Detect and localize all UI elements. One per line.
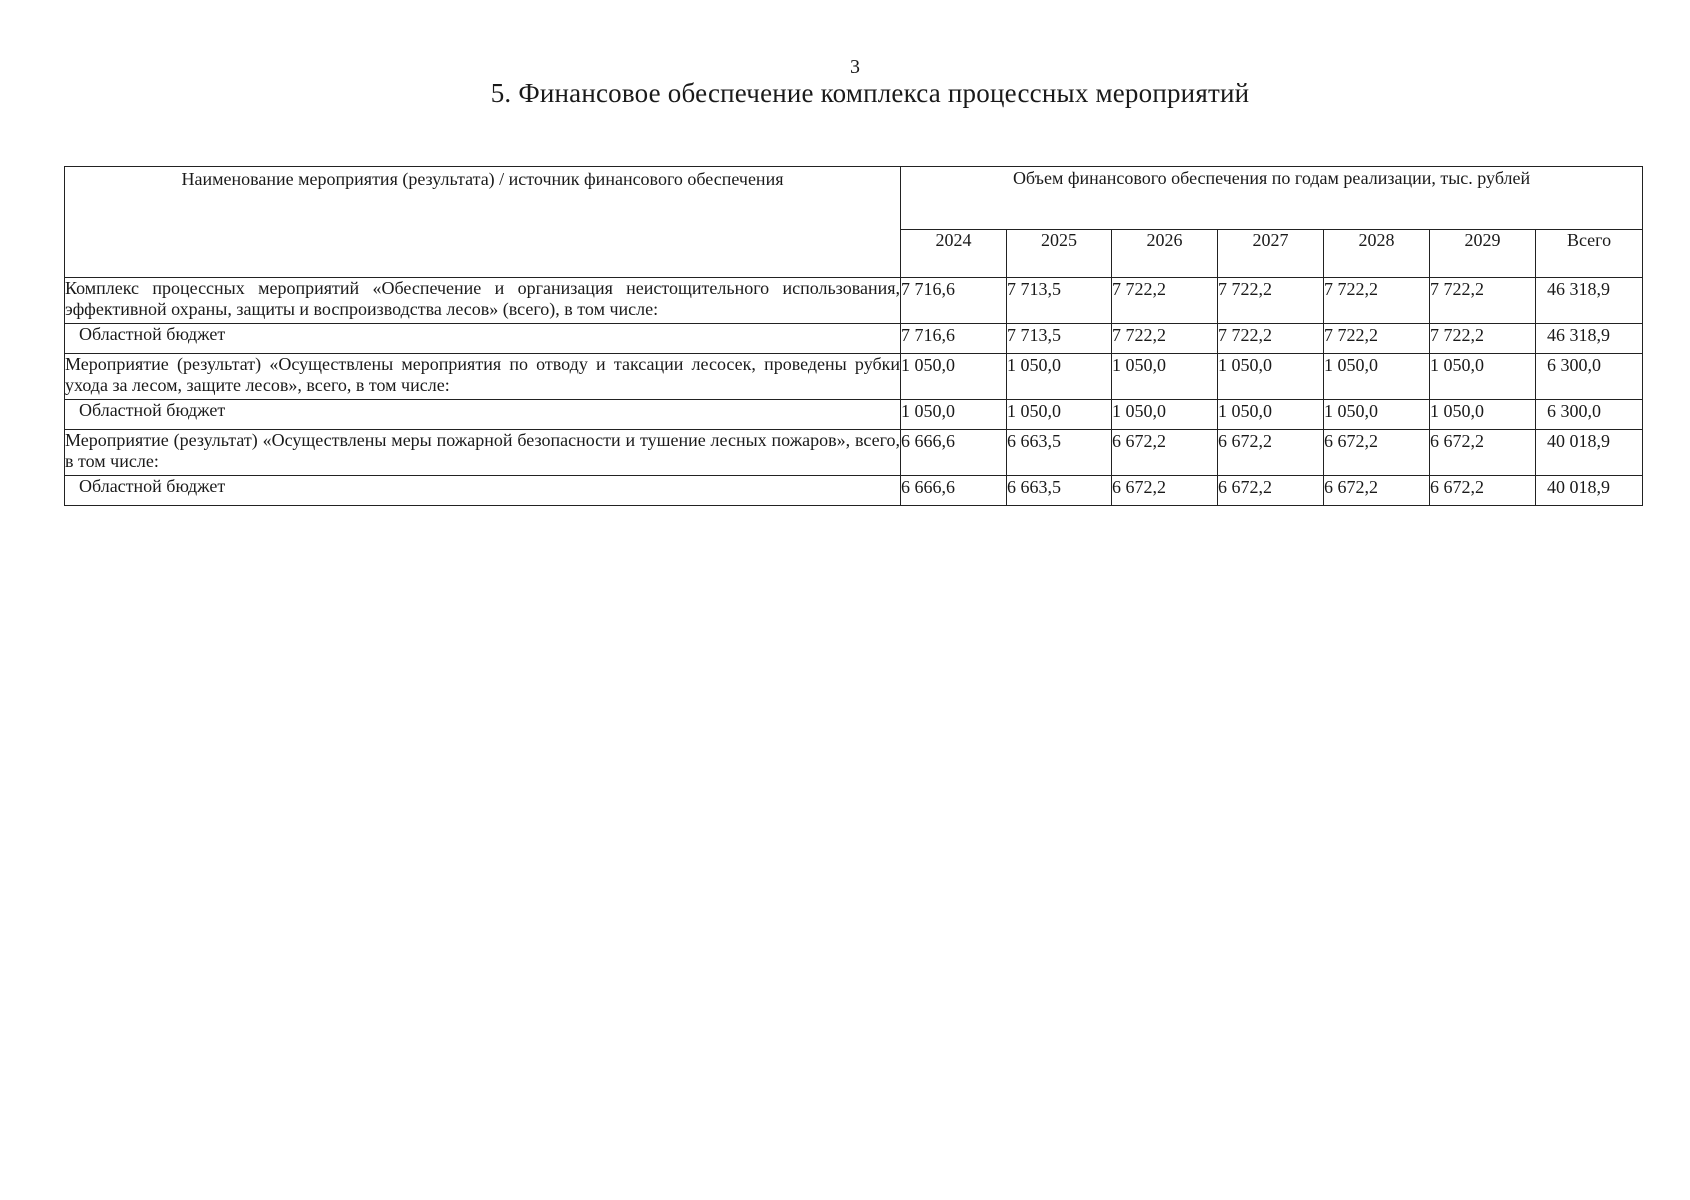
- cell-2025: 1 050,0: [1007, 400, 1112, 430]
- cell-2028: 1 050,0: [1324, 354, 1430, 400]
- cell-2025: 7 713,5: [1007, 324, 1112, 354]
- row-name: Областной бюджет: [65, 400, 901, 430]
- cell-2026: 6 672,2: [1112, 476, 1218, 506]
- cell-total: 40 018,9: [1536, 476, 1643, 506]
- cell-2027: 6 672,2: [1218, 430, 1324, 476]
- cell-total: 46 318,9: [1536, 324, 1643, 354]
- table-row: [65, 400, 1643, 430]
- table-body: [65, 278, 1643, 506]
- table-row: [65, 430, 1643, 476]
- table-row: [65, 324, 1643, 354]
- cell-2027: 7 722,2: [1218, 278, 1324, 324]
- column-header-2028: 2028: [1324, 230, 1430, 278]
- cell-2024: 7 716,6: [901, 278, 1007, 324]
- cell-2024: 1 050,0: [901, 354, 1007, 400]
- cell-total: 40 018,9: [1536, 430, 1643, 476]
- column-header-2026: 2026: [1112, 230, 1218, 278]
- financing-table: [64, 166, 1643, 506]
- cell-2028: 7 722,2: [1324, 324, 1430, 354]
- cell-2028: 1 050,0: [1324, 400, 1430, 430]
- cell-2025: 6 663,5: [1007, 430, 1112, 476]
- table-row: [65, 354, 1643, 400]
- column-header-2025: 2025: [1007, 230, 1112, 278]
- table-header: [65, 167, 1643, 278]
- column-header-2029: 2029: [1430, 230, 1536, 278]
- cell-2027: 7 722,2: [1218, 324, 1324, 354]
- cell-2029: 6 672,2: [1430, 476, 1536, 506]
- column-header-2027: 2027: [1218, 230, 1324, 278]
- cell-2028: 6 672,2: [1324, 476, 1430, 506]
- cell-total: 46 318,9: [1536, 278, 1643, 324]
- cell-2026: 1 050,0: [1112, 354, 1218, 400]
- cell-2025: 1 050,0: [1007, 354, 1112, 400]
- cell-2029: 7 722,2: [1430, 278, 1536, 324]
- cell-2029: 1 050,0: [1430, 400, 1536, 430]
- table-row: [65, 278, 1643, 324]
- cell-2029: 1 050,0: [1430, 354, 1536, 400]
- name-column-header: Наименование мероприятия (результата) / источник финансового обеспечения: [65, 167, 901, 278]
- cell-2029: 7 722,2: [1430, 324, 1536, 354]
- column-header-2024: 2024: [901, 230, 1007, 278]
- document-title: 5. Финансовое обеспечение комплекса процессных мероприятий: [490, 78, 1250, 108]
- cell-2024: 6 666,6: [901, 476, 1007, 506]
- volume-column-header: Объем финансового обеспечения по годам реализации, тыс. рублей: [901, 167, 1643, 230]
- row-name: Комплекс процессных мероприятий «Обеспечение и организация неистощительного использования, эффективной охраны, защиты и воспроизводства лесов» (всего), в том числе:: [65, 278, 901, 324]
- cell-total: 6 300,0: [1536, 354, 1643, 400]
- cell-2027: 1 050,0: [1218, 354, 1324, 400]
- row-name: Мероприятие (результат) «Осуществлены мероприятия по отводу и таксации лесосек, проведены рубки ухода за лесом, защите лесов», всего, в том числе:: [65, 354, 901, 400]
- cell-2026: 6 672,2: [1112, 430, 1218, 476]
- cell-2028: 6 672,2: [1324, 430, 1430, 476]
- cell-2024: 1 050,0: [901, 400, 1007, 430]
- cell-2025: 7 713,5: [1007, 278, 1112, 324]
- cell-2027: 1 050,0: [1218, 400, 1324, 430]
- row-name: Мероприятие (результат) «Осуществлены меры пожарной безопасности и тушение лесных пожаров», всего, в том числе:: [65, 430, 901, 476]
- row-name: Областной бюджет: [65, 476, 901, 506]
- column-header-total: Всего: [1536, 230, 1643, 278]
- cell-2027: 6 672,2: [1218, 476, 1324, 506]
- cell-total: 6 300,0: [1536, 400, 1643, 430]
- cell-2029: 6 672,2: [1430, 430, 1536, 476]
- table-row: [65, 476, 1643, 506]
- cell-2026: 7 722,2: [1112, 278, 1218, 324]
- cell-2024: 7 716,6: [901, 324, 1007, 354]
- cell-2026: 7 722,2: [1112, 324, 1218, 354]
- row-name: Областной бюджет: [65, 324, 901, 354]
- page-number: 3: [850, 56, 860, 78]
- cell-2028: 7 722,2: [1324, 278, 1430, 324]
- cell-2025: 6 663,5: [1007, 476, 1112, 506]
- cell-2024: 6 666,6: [901, 430, 1007, 476]
- cell-2026: 1 050,0: [1112, 400, 1218, 430]
